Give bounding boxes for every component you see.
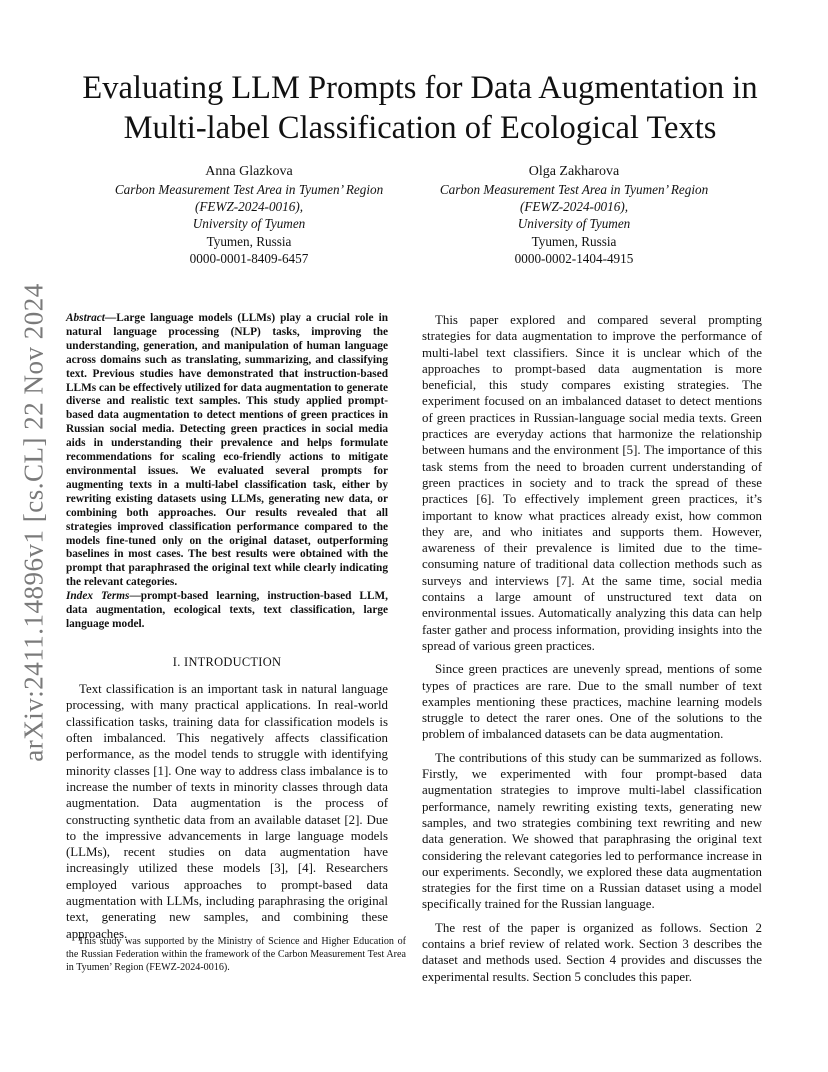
left-column <box>66 312 388 942</box>
footnote <box>66 935 406 974</box>
author-name: Olga Zakharova <box>528 164 620 179</box>
paper-title <box>40 68 800 148</box>
index-terms <box>66 590 388 632</box>
author-city: Tyumen, Russia <box>206 233 292 249</box>
arxiv-id: arXiv:2411.14896v1 [cs.CL] 22 Nov 2024 <box>18 283 49 762</box>
arxiv-watermark <box>14 285 54 760</box>
right-column <box>422 312 762 992</box>
section-heading-introduction <box>66 654 388 670</box>
author-name: Anna Glazkova <box>205 164 293 179</box>
index-terms-label: Index Terms <box>66 590 130 603</box>
author-block-1 <box>79 163 419 267</box>
section-number: I. I <box>172 654 189 669</box>
body-paragraph: The rest of the paper is organized as follows. Section 2 contains a brief review of related work. Section 3 describes the dataset and methods used. Section 4 provides and discusses the experimental results. Section 5 concludes this paper. <box>422 920 762 984</box>
abstract <box>66 312 388 590</box>
body-paragraph: The contributions of this study can be summarized as follows. Firstly, we experimented with four prompt-based data augmentation strategies to improve multi-label classification performance, namely rewriting existing texts, generating new samples, and two strategies combining text rewriting and new data generation. We showed that paraphrasing the original text considering the relevant categories led to performance increase in our experiments. Secondly, we explored these data augmentation strategies for the first time on a Russian dataset using a model specifically trained for the Russian language. <box>422 750 762 912</box>
author-university: University of Tyumen <box>517 216 631 232</box>
author-university: University of Tyumen <box>192 216 306 232</box>
body-paragraph: This paper explored and compared several prompting strategies for data augmentation to improve the performance of multi-label text classifiers. Since it is unclear which of the approaches to prompt-based data augmentation is more beneficial, this study compares existing strategies. The experiment focused on an imbalanced dataset to detect mentions of green practices in Russian-language social media texts. Green practices are everyday actions that harmonize the relationship between humans and the environment [5]. The importance of this task stems from the need to broaden current understanding of green practices in society and to track the spread of these practices [6]. To effectively implement green practices, it’s important to know what practices already exist, how common they are, and who initiates and supports them. However, awareness of their prevalence is limited due to the time-consuming nature of traditional data collection methods such as surveys and interviews [7]. At the same time, social media contains a large amount of unstructured text data on environmental issues. Automatically analyzing this data can help faster gather and process information, providing insights into the spread of various green practices. <box>422 313 762 653</box>
author-affiliation-code: (FEWZ-2024-0016), <box>519 199 629 215</box>
author-affiliation: Carbon Measurement Test Area in Tyumen’ Region <box>439 182 709 197</box>
title-line-2: Multi-label Classification of Ecological Texts <box>123 110 717 146</box>
abstract-text: —Large language models (LLMs) play a crucial role in natural language processing (NLP) tasks, improving the understanding, generation, and manipulation of human language across domains such as translating, summarizing, and classifying text. Previous studies have demonstrated that instruction-based LLMs can be effectively utilized for data augmentation to generate diverse and realistic text samples. This study applied prompt-based data augmentation to detect mentions of green practices in Russian social media. Detecting green practices in social media aids in understanding their prevalence and helps formulate recommendations for scaling eco-friendly actions to mitigate environmental issues. We evaluated several prompts for augmenting texts in a multi-label classification task, either by rewriting existing datasets using LLMs, generating new data, or combining both approaches. Our results revealed that all strategies improved classification performance compared to the models fine-tuned only on the original dataset, outperforming baselines in most cases. The best results were obtained with the prompt that paraphrased the original text while clearly indicating the relevant categories. <box>66 312 388 589</box>
author-affiliation: Carbon Measurement Test Area in Tyumen’ Region <box>114 182 384 197</box>
section-title: NTRODUCTION <box>188 654 282 669</box>
title-line-1: Evaluating LLM Prompts for Data Augmentation in <box>82 70 758 106</box>
footnote-text: This study was supported by the Ministry of Science and Higher Education of the Russian Federation within the framework of the Carbon Measurement Test Area in Tyumen’ Region (FEWZ-2024-0016). <box>66 936 406 973</box>
author-affiliation-code: (FEWZ-2024-0016), <box>194 199 304 215</box>
author-block-2 <box>404 163 744 267</box>
abstract-label: Abstract <box>66 312 105 324</box>
author-orcid: 0000-0001-8409-6457 <box>189 250 309 266</box>
author-city: Tyumen, Russia <box>531 233 617 249</box>
intro-paragraph: Text classification is an important task in natural language processing, with many practical applications. In real-world classification tasks, training data for classification models is often imbalanced. This negatively affects classification performance, as the model tends to struggle with identifying minority classes [1]. One way to address class imbalance is to increase the number of texts in minority classes through data augmentation. Data augmentation is the process of constructing synthetic data from an available dataset [2]. Due to the impressive advancements in large language models (LLMs), recent studies on data augmentation have increasingly utilized these models [3], [4]. Researchers employed various approaches to prompt-based data augmentation with LLMs, including paraphrasing the original text, generating new samples, and combining these approaches. <box>66 682 388 941</box>
body-paragraph: Since green practices are unevenly spread, mentions of some types of practices are rare. Due to the small number of text examples mentioning these practices, machine learning models struggle to detect the rarer ones. One of the solutions to the problem of imbalanced datasets can be data augmentation. <box>422 662 762 742</box>
index-terms-text: —prompt-based learning, instruction-based LLM, data augmentation, ecological texts, text classification, large language model. <box>66 590 388 630</box>
author-orcid: 0000-0002-1404-4915 <box>514 250 634 266</box>
